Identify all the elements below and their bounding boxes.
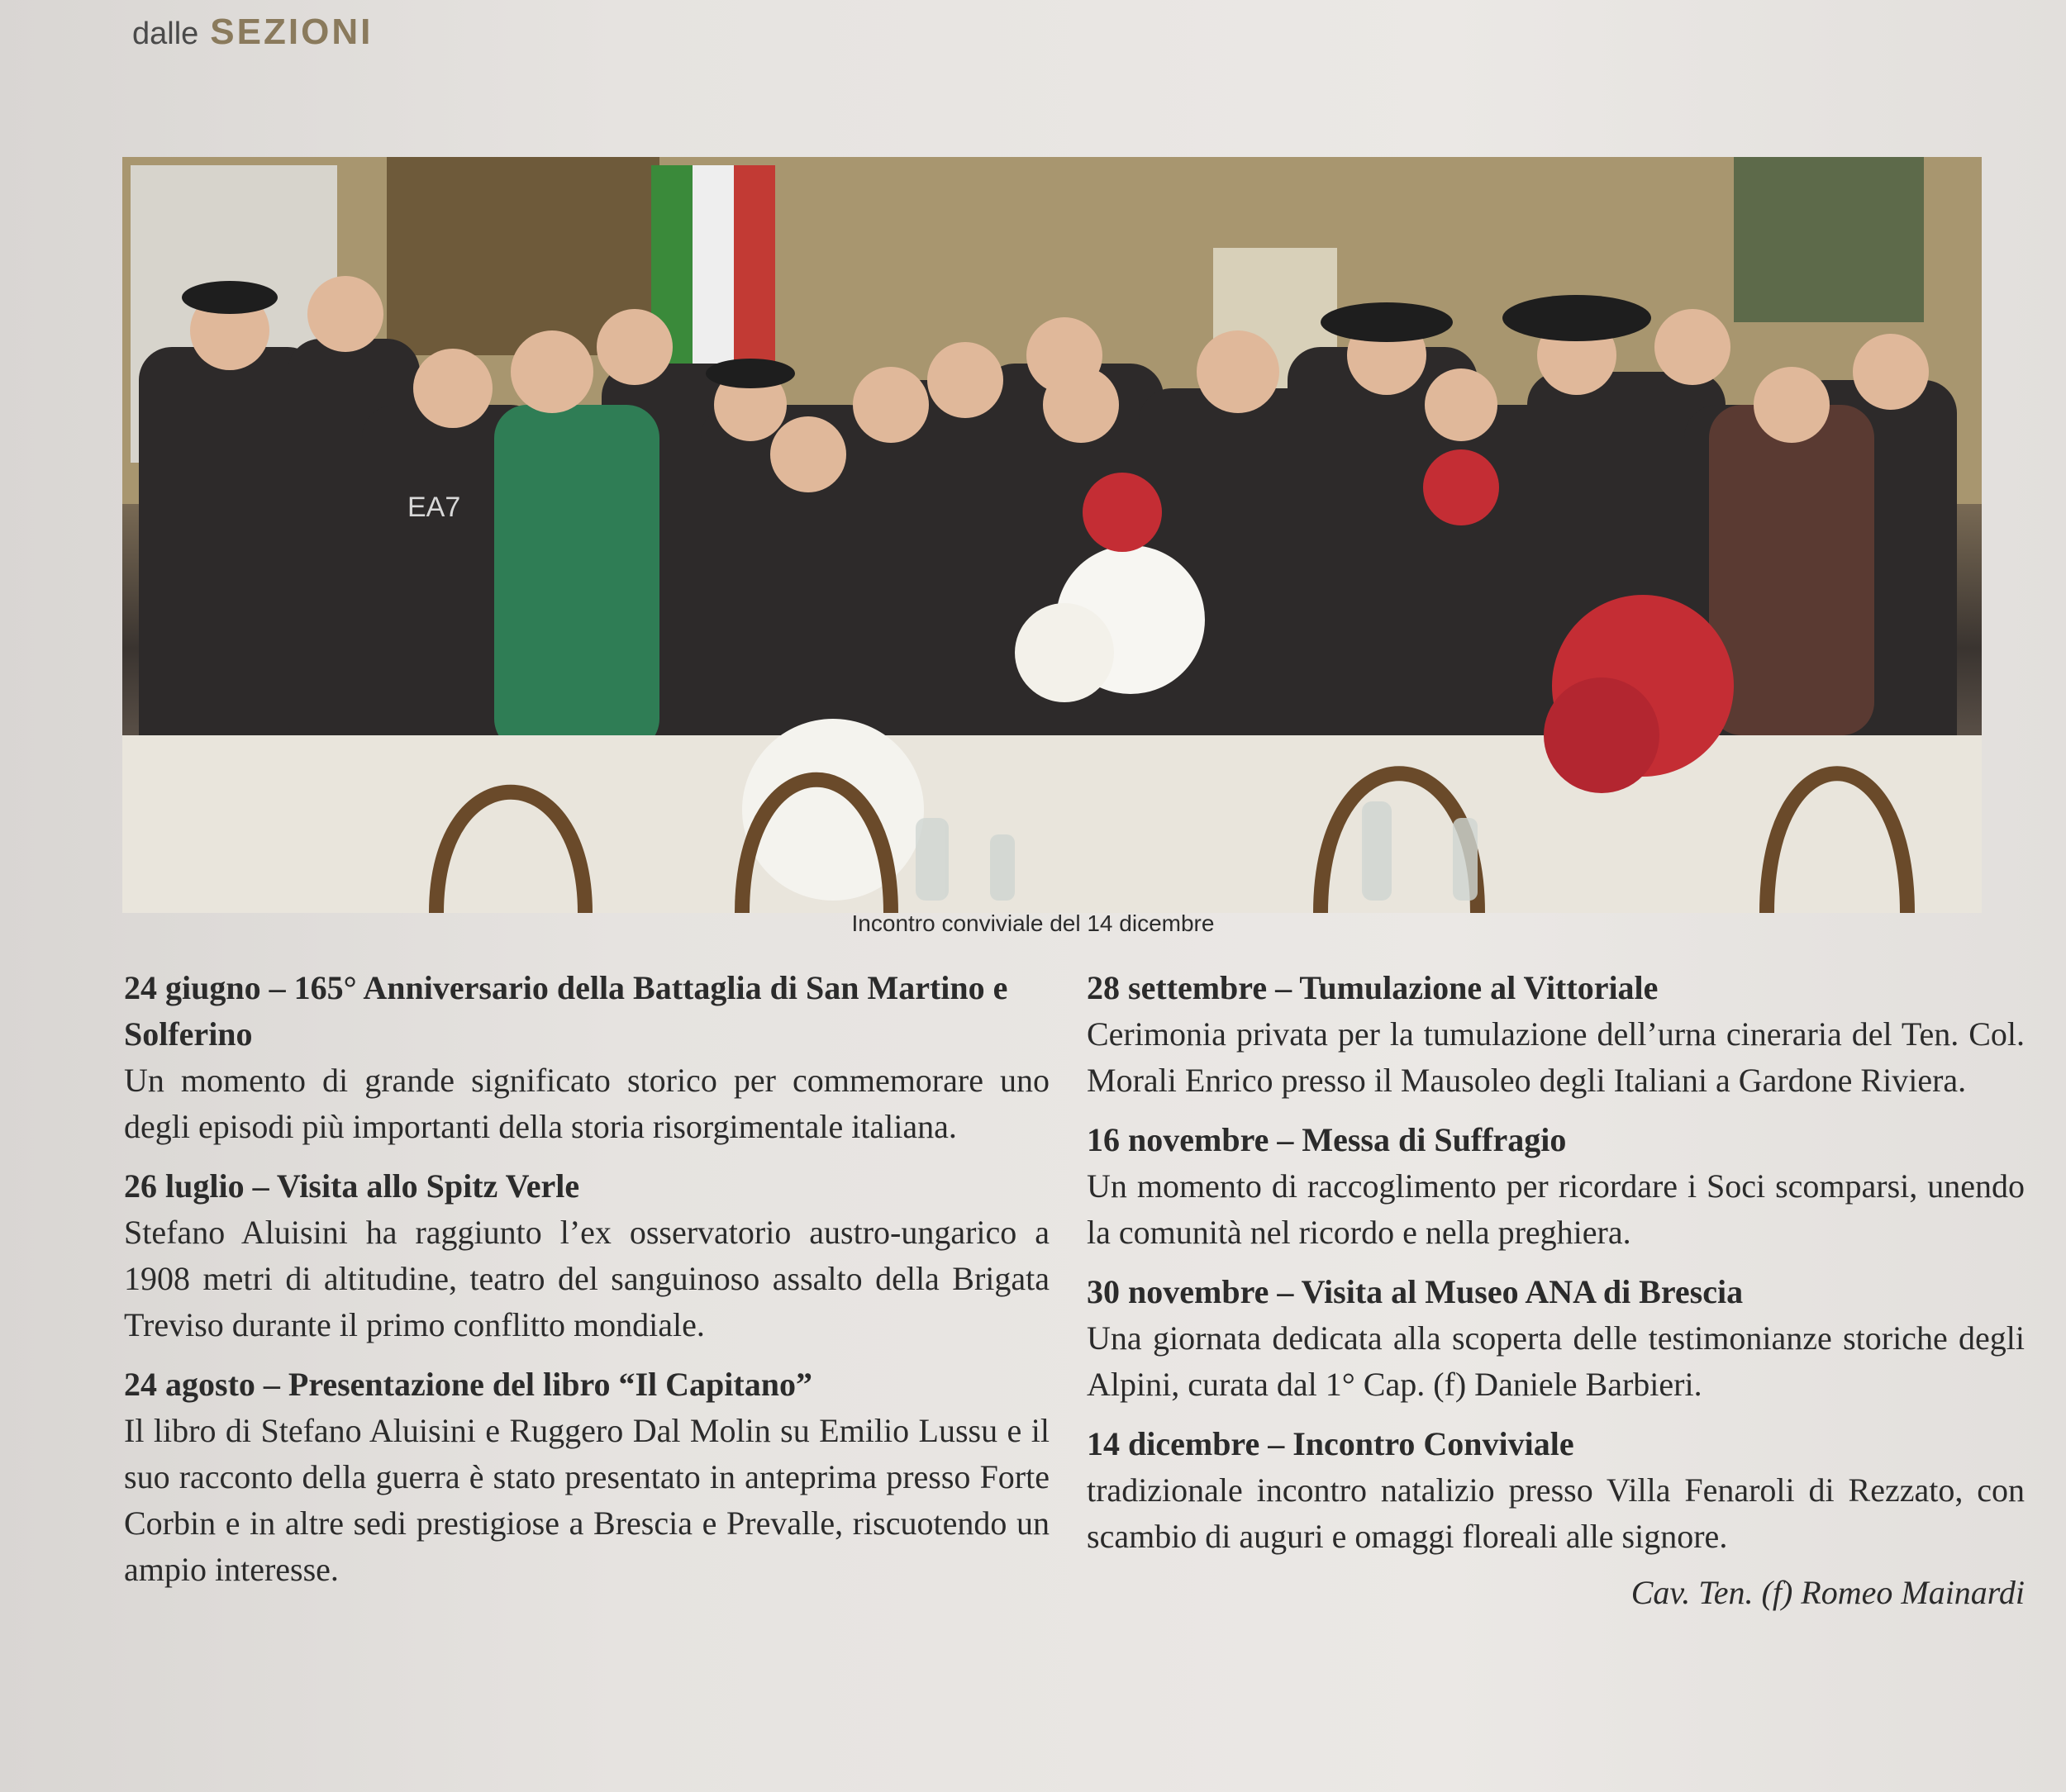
- left-column: [124, 965, 1050, 1606]
- event-title: 24 giugno – 165° Anniversario della Battaglia di San Martino e Solferino: [124, 969, 1008, 1053]
- event-body: Un momento di grande significato storico per commemorare uno degli episodi più importanti della storia risorgimentale italiana.: [124, 1062, 1050, 1145]
- event-entry: [1087, 1269, 2025, 1408]
- shirt-print: EA7: [407, 492, 461, 523]
- section-name: SEZIONI: [210, 12, 374, 52]
- event-entry: [124, 965, 1050, 1150]
- author-signature: Cav. Ten. (f) Romeo Mainardi: [1630, 1574, 2025, 1611]
- event-title: 24 agosto – Presentazione del libro “Il Capitano”: [124, 1366, 812, 1403]
- event-body: Una giornata dedicata alla scoperta delle testimonianze storiche degli Alpini, curata dal 1° Cap. (f) Daniele Barbieri.: [1087, 1319, 2025, 1403]
- event-entry: [124, 1362, 1050, 1593]
- event-title: 16 novembre – Messa di Suffragio: [1087, 1121, 1567, 1158]
- photo-caption: Incontro conviviale del 14 dicembre: [851, 910, 1215, 936]
- event-title: 26 luglio – Visita allo Spitz Verle: [124, 1167, 580, 1205]
- event-body: Un momento di raccoglimento per ricordare i Soci scomparsi, unendo la comunità nel ricordo e nella preghiera.: [1087, 1167, 2025, 1251]
- event-body: Cerimonia privata per la tumulazione dell’urna cineraria del Ten. Col. Morali Enrico presso il Mausoleo degli Italiani a Gardone Riviera.: [1087, 1015, 2025, 1099]
- event-title: 28 settembre – Tumulazione al Vittoriale: [1087, 969, 1659, 1006]
- section-header: [132, 12, 373, 53]
- event-entry: [1087, 1421, 2025, 1560]
- event-body: tradizionale incontro natalizio presso Villa Fenaroli di Rezzato, con scambio di auguri e omaggi floreali alle signore.: [1087, 1471, 2025, 1555]
- event-body: Il libro di Stefano Aluisini e Ruggero Dal Molin su Emilio Lussu e il suo racconto della guerra è stato presentato in anteprima presso Forte Corbin e in altre sedi prestigiose a Brescia e Prevalle, riscuotendo un ampio interesse.: [124, 1412, 1050, 1588]
- event-title: 30 novembre – Visita al Museo ANA di Brescia: [1087, 1273, 1744, 1310]
- right-column: [1087, 965, 2025, 1612]
- event-entry: [1087, 1117, 2025, 1256]
- event-body: Stefano Aluisini ha raggiunto l’ex osservatorio austro-ungarico a 1908 metri di altitudine, teatro del sanguinoso assalto della Brigata Treviso durante il primo conflitto mondiale.: [124, 1214, 1050, 1343]
- section-prefix: dalle: [132, 17, 199, 51]
- group-photo: [122, 157, 1982, 913]
- event-entry: [1087, 965, 2025, 1104]
- event-title: 14 dicembre – Incontro Conviviale: [1087, 1425, 1574, 1462]
- event-entry: [124, 1163, 1050, 1348]
